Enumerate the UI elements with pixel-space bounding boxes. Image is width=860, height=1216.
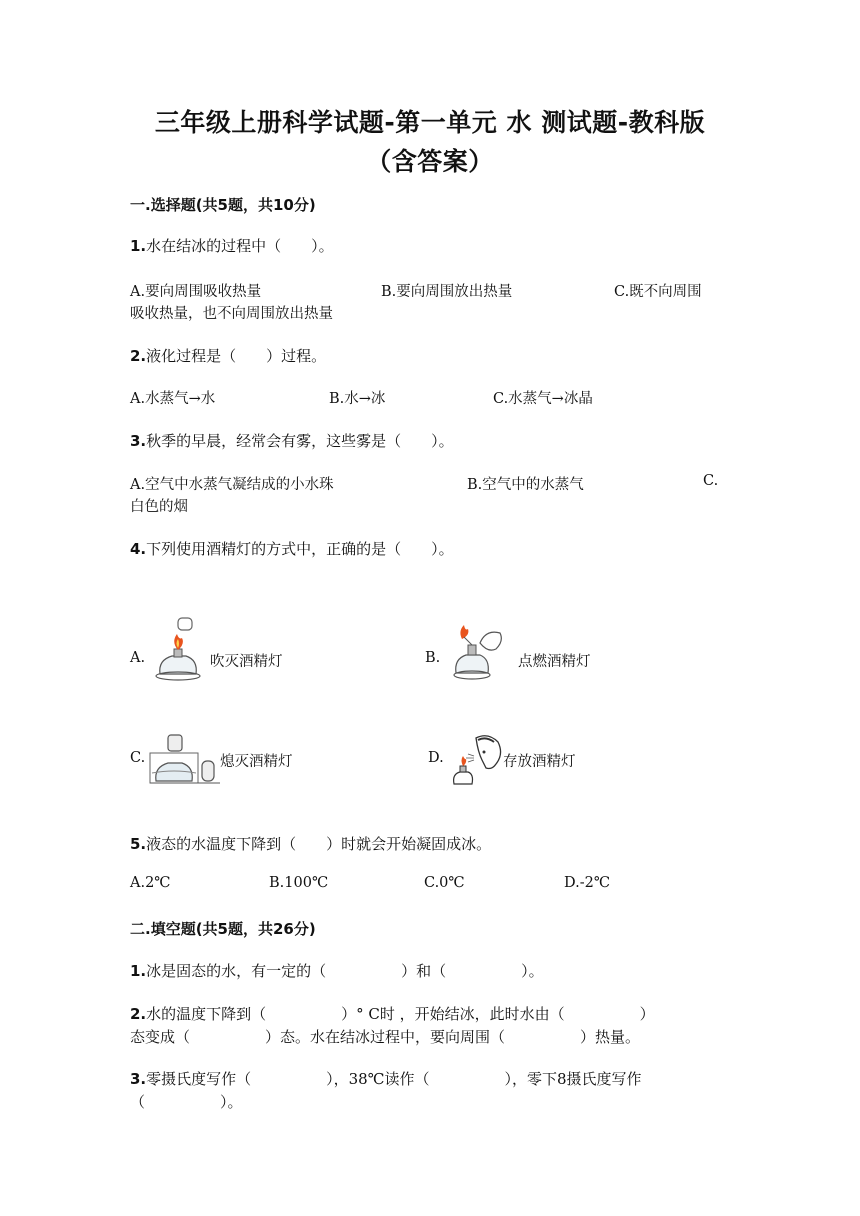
document-title: 三年级上册科学试题-第一单元 水 测试题-教科版	[154, 108, 706, 137]
question-2	[130, 345, 326, 366]
option-b: B.水→冰	[329, 391, 386, 407]
question-5	[130, 833, 491, 854]
option-c-continued: 吸收热量，也不向周围放出热量	[130, 306, 333, 322]
option-c: C.	[703, 473, 719, 489]
option-a: A.水蒸气→水	[130, 391, 216, 407]
alcohol-lamp-store-image	[448, 730, 504, 786]
question-text: 液态的水温度下降到（ ）时就会开始凝固成冰。	[146, 835, 492, 853]
option-c-letter: C.	[130, 750, 146, 766]
question-text: 冰是固态的水，有一定的（ ）和（ ）。	[146, 962, 544, 980]
question-text: 水的温度下降到（ ）° C时 ，开始结冰，此时水由（ ）	[146, 1005, 655, 1023]
option-b-text: 点燃酒精灯	[518, 654, 591, 670]
document-subtitle: （含答案）	[366, 147, 494, 176]
option-b: B.要向周围放出热量	[381, 284, 513, 300]
option-c-text: 熄灭酒精灯	[220, 754, 293, 770]
section-heading-fill-blank: 二.填空题(共5题，共26分)	[130, 920, 316, 938]
question-number: 4.	[130, 540, 147, 558]
option-a-text: 吹灭酒精灯	[210, 654, 283, 670]
question-text: 液化过程是（ ）过程。	[146, 347, 327, 365]
option-a: A.2℃	[130, 875, 171, 891]
option-b-letter: B.	[425, 650, 441, 666]
question-number: 5.	[130, 835, 147, 853]
question-number: 2.	[130, 1005, 147, 1023]
question-text: 秋季的早晨，经常会有雾，这些雾是（ ）。	[146, 432, 454, 450]
option-d-letter: D.	[428, 750, 444, 766]
option-c-continued: 白色的烟	[130, 499, 188, 515]
option-d: D.-2℃	[564, 875, 611, 891]
question-number: 2.	[130, 347, 147, 365]
option-d-text: 存放酒精灯	[503, 754, 576, 770]
question-text: 零摄氏度写作（ ），38℃读作（ ），零下8摄氏度写作	[146, 1070, 642, 1088]
option-b: B.空气中的水蒸气	[467, 477, 584, 493]
fill-question-2-continued: 态变成（ ）态。水在结冰过程中，要向周围（ ）热量。	[130, 1028, 641, 1046]
question-number: 1.	[130, 962, 147, 980]
fill-question-2	[130, 1003, 655, 1024]
option-a-letter: A.	[130, 650, 146, 666]
question-1	[130, 235, 334, 256]
question-4	[130, 538, 454, 559]
question-3	[130, 430, 454, 451]
fill-question-1	[130, 960, 544, 981]
question-number: 3.	[130, 432, 147, 450]
option-a: A.要向周围吸收热量	[130, 284, 262, 300]
question-text: 水在结冰的过程中（ ）。	[146, 237, 334, 255]
section-heading-choice: 一.选择题(共5题，共10分)	[130, 196, 316, 214]
option-c: C.水蒸气→冰晶	[493, 391, 593, 407]
option-b: B.100℃	[269, 875, 329, 891]
option-c: C.既不向周围	[614, 284, 702, 300]
question-number: 3.	[130, 1070, 147, 1088]
alcohol-lamp-light-image	[450, 623, 506, 681]
option-c: C.0℃	[424, 875, 465, 891]
alcohol-lamp-blow-out-image	[152, 616, 206, 684]
alcohol-lamp-extinguish-image	[150, 733, 222, 788]
fill-question-3	[130, 1068, 642, 1089]
option-a: A.空气中水蒸气凝结成的小水珠	[130, 477, 334, 493]
fill-question-3-continued: （ ）。	[130, 1093, 243, 1111]
question-number: 1.	[130, 237, 147, 255]
question-text: 下列使用酒精灯的方式中，正确的是（ ）。	[146, 540, 454, 558]
